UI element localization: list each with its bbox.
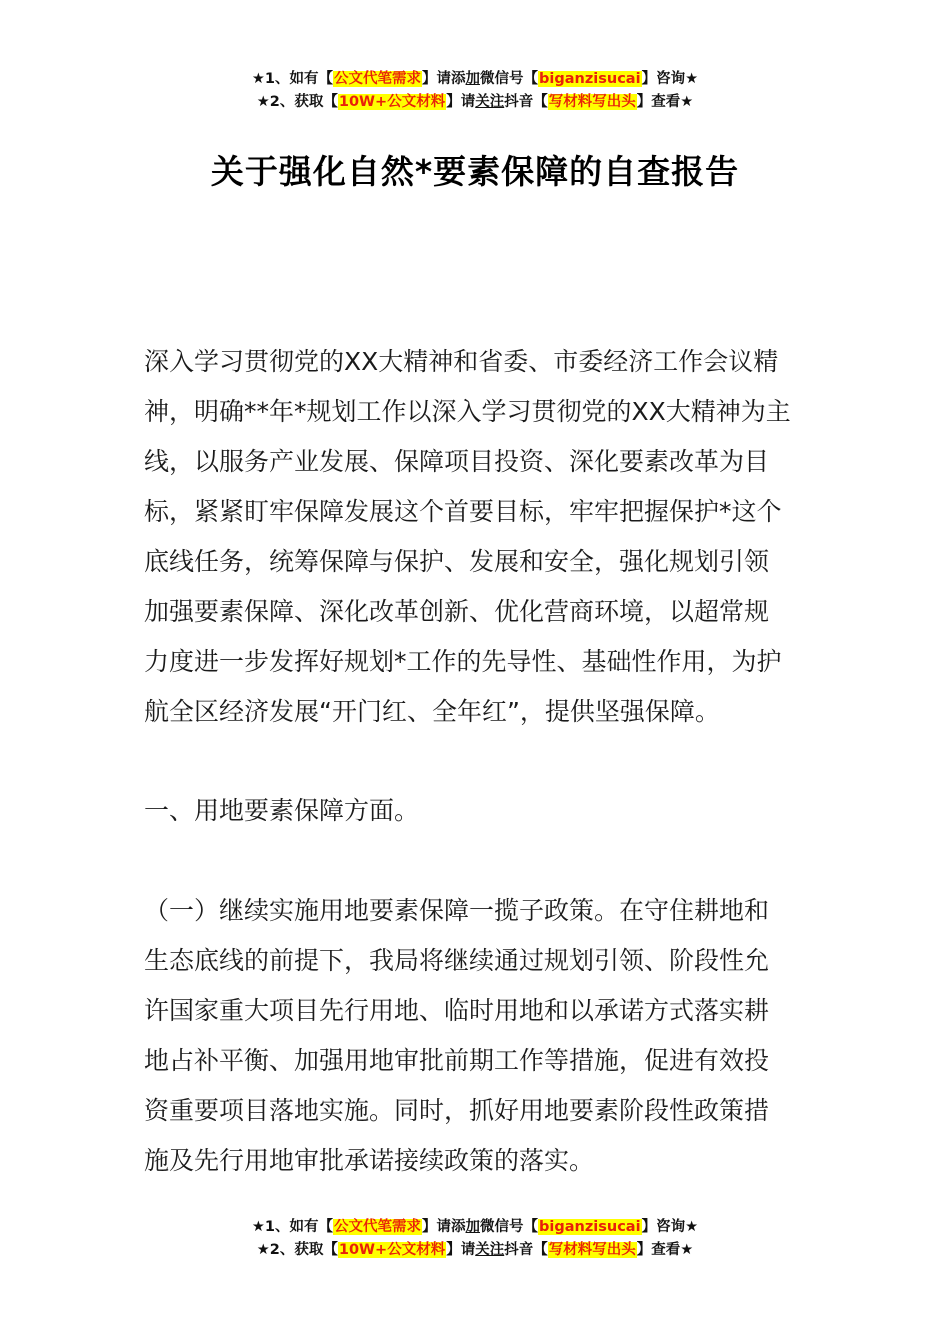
paragraph-line: 航全区经济发展“开门红、全年红”，提供坚强保障。 bbox=[144, 697, 720, 726]
paragraph-line: 生态底线的前提下，我局将继续通过规划引领、阶段性允 bbox=[144, 946, 770, 975]
paragraph-line: 施及先行用地审批承诺接续政策的落实。 bbox=[144, 1146, 595, 1175]
top-banner bbox=[0, 68, 950, 114]
section-heading bbox=[144, 786, 812, 836]
intro-paragraph bbox=[144, 337, 812, 737]
paragraph-line: 加强要素保障、深化改革创新、优化营商环境，以超常规 bbox=[144, 597, 770, 626]
banner-text: 抖音【 bbox=[504, 1242, 548, 1258]
banner-text: 】请添 bbox=[422, 1219, 466, 1235]
banner-text: 】请 bbox=[446, 1242, 476, 1258]
banner-text: ★1、如有【 bbox=[251, 71, 334, 87]
paragraph-line: 深入学习贯彻党的XX大精神和省委、市委经济工作会议精 bbox=[144, 347, 779, 376]
banner-line-2 bbox=[0, 91, 950, 114]
paragraph-line: 资重要项目落地实施。同时，抓好用地要素阶段性政策措 bbox=[144, 1096, 770, 1125]
banner-underlined-text: 关注 bbox=[475, 1242, 505, 1258]
banner-text: ★1、如有【 bbox=[251, 1219, 334, 1235]
banner-highlight: 写材料写出头 bbox=[548, 94, 636, 110]
banner-underlined-text: 关注 bbox=[475, 94, 505, 110]
banner-text: 微信号【 bbox=[480, 1219, 539, 1235]
banner-underlined-text: 加 bbox=[465, 1219, 481, 1235]
banner-highlight: biganzisucai bbox=[539, 1219, 641, 1235]
banner-underlined-text: 加 bbox=[465, 71, 481, 87]
banner-line-2 bbox=[0, 1239, 950, 1262]
banner-highlight: 写材料写出头 bbox=[548, 1242, 636, 1258]
banner-highlight: biganzisucai bbox=[539, 71, 641, 87]
banner-text: ★2、获取【 bbox=[256, 94, 338, 110]
banner-highlight: 公文代笔需求 bbox=[334, 1219, 422, 1235]
banner-text: ★2、获取【 bbox=[256, 1242, 338, 1258]
banner-text: 】咨询★ bbox=[641, 71, 699, 87]
paragraph-line: 力度进一步发挥好规划*工作的先导性、基础性作用，为护 bbox=[144, 647, 782, 676]
document-title: 关于强化自然*要素保障的自查报告 bbox=[210, 152, 740, 191]
section-heading-text: 一、用地要素保障方面。 bbox=[144, 796, 420, 825]
banner-text: 】查看★ bbox=[636, 94, 694, 110]
paragraph-line: 地占补平衡、加强用地审批前期工作等措施，促进有效投 bbox=[144, 1046, 770, 1075]
banner-line-1 bbox=[0, 68, 950, 91]
banner-text: 微信号【 bbox=[480, 71, 539, 87]
paragraph-line: 标，紧紧盯牢保障发展这个首要目标，牢牢把握保护*这个 bbox=[144, 497, 782, 526]
paragraph-line: （一）继续实施用地要素保障一揽子政策。在守住耕地和 bbox=[144, 896, 770, 925]
section-paragraph bbox=[144, 886, 812, 1186]
bottom-banner bbox=[0, 1216, 950, 1262]
paragraph-line: 许国家重大项目先行用地、临时用地和以承诺方式落实耕 bbox=[144, 996, 770, 1025]
banner-text: 】请添 bbox=[422, 71, 466, 87]
banner-text: 】请 bbox=[446, 94, 476, 110]
paragraph-line: 神，明确**年*规划工作以深入学习贯彻党的XX大精神为主 bbox=[144, 397, 791, 426]
banner-highlight: 10W+公文材料 bbox=[338, 94, 446, 110]
banner-text: 】查看★ bbox=[636, 1242, 694, 1258]
banner-line-1 bbox=[0, 1216, 950, 1239]
paragraph-line: 底线任务，统筹保障与保护、发展和安全，强化规划引领 bbox=[144, 547, 770, 576]
paragraph-line: 线，以服务产业发展、保障项目投资、深化要素改革为目 bbox=[144, 447, 770, 476]
banner-highlight: 10W+公文材料 bbox=[338, 1242, 446, 1258]
banner-text: 抖音【 bbox=[504, 94, 548, 110]
banner-text: 】咨询★ bbox=[641, 1219, 699, 1235]
banner-highlight: 公文代笔需求 bbox=[334, 71, 422, 87]
